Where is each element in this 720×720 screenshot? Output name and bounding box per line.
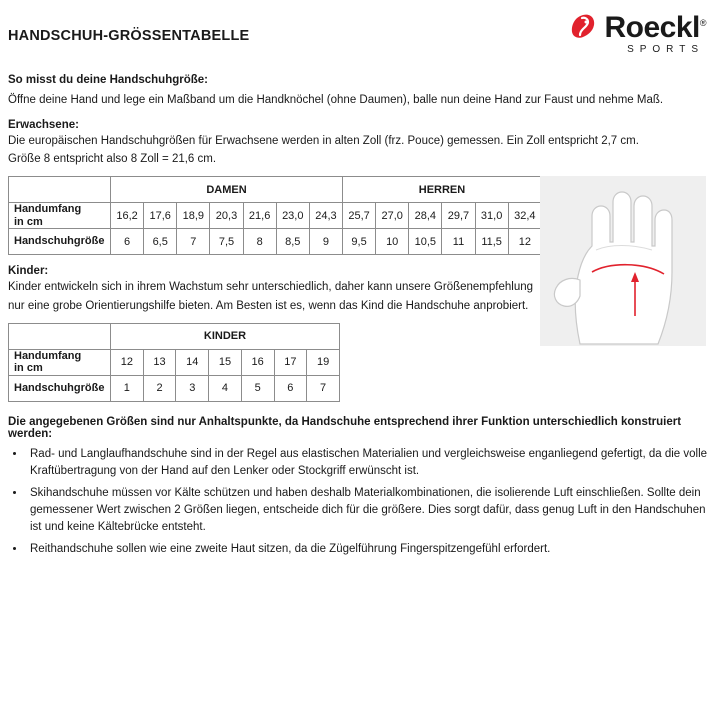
- row-label-line-1: Handumfang: [14, 203, 82, 216]
- list-item: • Reithandschuhe sollen wie eine zweite Haut sitzen, da die Zügelführung Fingerspitzengefühl erfordert.: [26, 541, 712, 558]
- logo-wordmark-text: Roeckl: [604, 11, 700, 44]
- kids-line-1: Kinder entwickeln sich in ihrem Wachstum sehr unterschiedlich, daher kann unsere Größenempfehlung: [8, 281, 534, 294]
- logo-wordmark: [604, 8, 706, 43]
- kids-size-table: [8, 323, 340, 402]
- cell-handumfang-5: 21,6: [243, 203, 276, 229]
- kids-line-2: nur eine grobe Orientierungshilfe bieten. Am Besten ist es, wenn das Kind die Handschuhe anprobiert.: [8, 299, 529, 312]
- table-row-group-headers: [9, 177, 542, 203]
- cell-handschuhgroesse-11: 11: [442, 229, 475, 255]
- cell-handumfang-2: 17,6: [144, 203, 177, 229]
- cell-handschuhgroesse-8: 9,5: [342, 229, 375, 255]
- cell-handschuhgroesse-12: 11,5: [475, 229, 508, 255]
- cell-handschuhgroesse-9: 10: [376, 229, 409, 255]
- kids-cell-handumfang-4: 15: [209, 349, 242, 375]
- page-title: HANDSCHUH-GRÖSSENTABELLE: [8, 28, 250, 44]
- kids-group-header-spacer: [9, 323, 111, 349]
- kids-row-label-handschuhgroesse: Handschuhgröße: [9, 375, 111, 401]
- roeckl-horse-head-icon: [568, 11, 598, 41]
- tables-area: [8, 176, 712, 402]
- kids-cell-handschuhgroesse-6: 6: [274, 375, 307, 401]
- intro-heading: So misst du deine Handschuhgröße:: [8, 74, 208, 86]
- table-row-group-header: [9, 323, 340, 349]
- kids-row-label-line-2: in cm: [14, 362, 43, 375]
- closing-bullet-list: [8, 446, 712, 558]
- page-header: [8, 0, 712, 72]
- kids-cell-handschuhgroesse-7: 7: [307, 375, 340, 401]
- cell-handschuhgroesse-5: 8: [243, 229, 276, 255]
- cell-handumfang-4: 20,3: [210, 203, 243, 229]
- cell-handschuhgroesse-10: 10,5: [409, 229, 442, 255]
- row-label-handumfang: [9, 203, 111, 229]
- cell-handschuhgroesse-6: 8,5: [276, 229, 309, 255]
- kids-cell-handschuhgroesse-1: 1: [111, 375, 144, 401]
- kids-cell-handschuhgroesse-4: 4: [209, 375, 242, 401]
- hand-measurement-illustration: [540, 176, 706, 346]
- adults-heading: Erwachsene:: [8, 118, 79, 131]
- list-item: • Rad- und Langlaufhandschuhe sind in der Regel aus elastischen Materialien und vergleichsweise enganliegend gefertigt, da die volle Kraftübertragung von der Hand auf den Lenker oder Stockgriff erwünscht ist.: [26, 446, 712, 479]
- list-item: • Skihandschuhe müssen vor Kälte schützen und haben deshalb Materialkombinationen, die isolierende Luft einschließen. Sollte dein gemessener Wert zwischen 2 Größen liegen, entscheide dich für die größere. Dies sorgt dafür, dass genug Luft in den Handschuhen ist und keine Kältebrücke entsteht.: [26, 485, 712, 535]
- logo-tagline: SPORTS: [627, 44, 704, 55]
- cell-handumfang-8: 25,7: [342, 203, 375, 229]
- cell-handumfang-11: 29,7: [442, 203, 475, 229]
- table-row: [9, 349, 340, 375]
- logo-registered-mark: ®: [699, 18, 706, 28]
- kids-cell-handschuhgroesse-3: 3: [176, 375, 209, 401]
- cell-handumfang-3: 18,9: [177, 203, 210, 229]
- kids-cell-handumfang-2: 13: [143, 349, 176, 375]
- group-header-kinder: KINDER: [111, 323, 340, 349]
- kids-cell-handschuhgroesse-5: 5: [241, 375, 274, 401]
- cell-handschuhgroesse-3: 7: [177, 229, 210, 255]
- kids-heading: Kinder:: [8, 265, 49, 278]
- row-label-handschuhgroesse: Handschuhgröße: [9, 229, 111, 255]
- brand-logo: [516, 8, 706, 54]
- adults-line-2: Größe 8 entspricht also 8 Zoll = 21,6 cm.: [8, 153, 217, 166]
- cell-handumfang-6: 23,0: [276, 203, 309, 229]
- table-row: [9, 229, 542, 255]
- cell-handschuhgroesse-4: 7,5: [210, 229, 243, 255]
- cell-handschuhgroesse-2: 6,5: [144, 229, 177, 255]
- cell-handumfang-1: 16,2: [111, 203, 144, 229]
- kids-row-label-line-1: Handumfang: [14, 349, 82, 362]
- group-header-herren: HERREN: [342, 177, 541, 203]
- group-header-spacer: [9, 177, 111, 203]
- adults-line-1: Die europäischen Handschuhgrößen für Erwachsene werden in alten Zoll (frz. Pouce) gemessen. Ein Zoll entspricht 2,7 cm.: [8, 134, 639, 147]
- cell-handumfang-12: 31,0: [475, 203, 508, 229]
- intro-text: Öffne deine Hand und lege ein Maßband um die Handknöchel (ohne Daumen), balle nun deine Hand zur Faust und nehme Maß.: [8, 94, 664, 106]
- cell-handumfang-9: 27,0: [376, 203, 409, 229]
- cell-handschuhgroesse-13: 12: [508, 229, 541, 255]
- kids-cell-handumfang-3: 14: [176, 349, 209, 375]
- cell-handumfang-10: 28,4: [409, 203, 442, 229]
- kids-cell-handschuhgroesse-2: 2: [143, 375, 176, 401]
- table-row: [9, 375, 340, 401]
- kids-cell-handumfang-1: 12: [111, 349, 144, 375]
- cell-handschuhgroesse-7: 9: [309, 229, 342, 255]
- kids-row-label-handumfang: [9, 349, 111, 375]
- table-row: [9, 203, 542, 229]
- cell-handumfang-7: 24,3: [309, 203, 342, 229]
- kids-cell-handumfang-6: 17: [274, 349, 307, 375]
- row-label-line-2: in cm: [14, 215, 43, 228]
- kids-cell-handumfang-7: 19: [307, 349, 340, 375]
- closing-heading: Die angegebenen Größen sind nur Anhaltspunkte, da Handschuhe entsprechend ihrer Funktion unterschiedlich konstruiert werden:: [8, 415, 682, 440]
- kids-cell-handumfang-5: 16: [241, 349, 274, 375]
- group-header-damen: DAMEN: [111, 177, 343, 203]
- logo-row: [516, 8, 706, 43]
- cell-handumfang-13: 32,4: [508, 203, 541, 229]
- cell-handschuhgroesse-1: 6: [111, 229, 144, 255]
- adult-size-table: [8, 176, 542, 255]
